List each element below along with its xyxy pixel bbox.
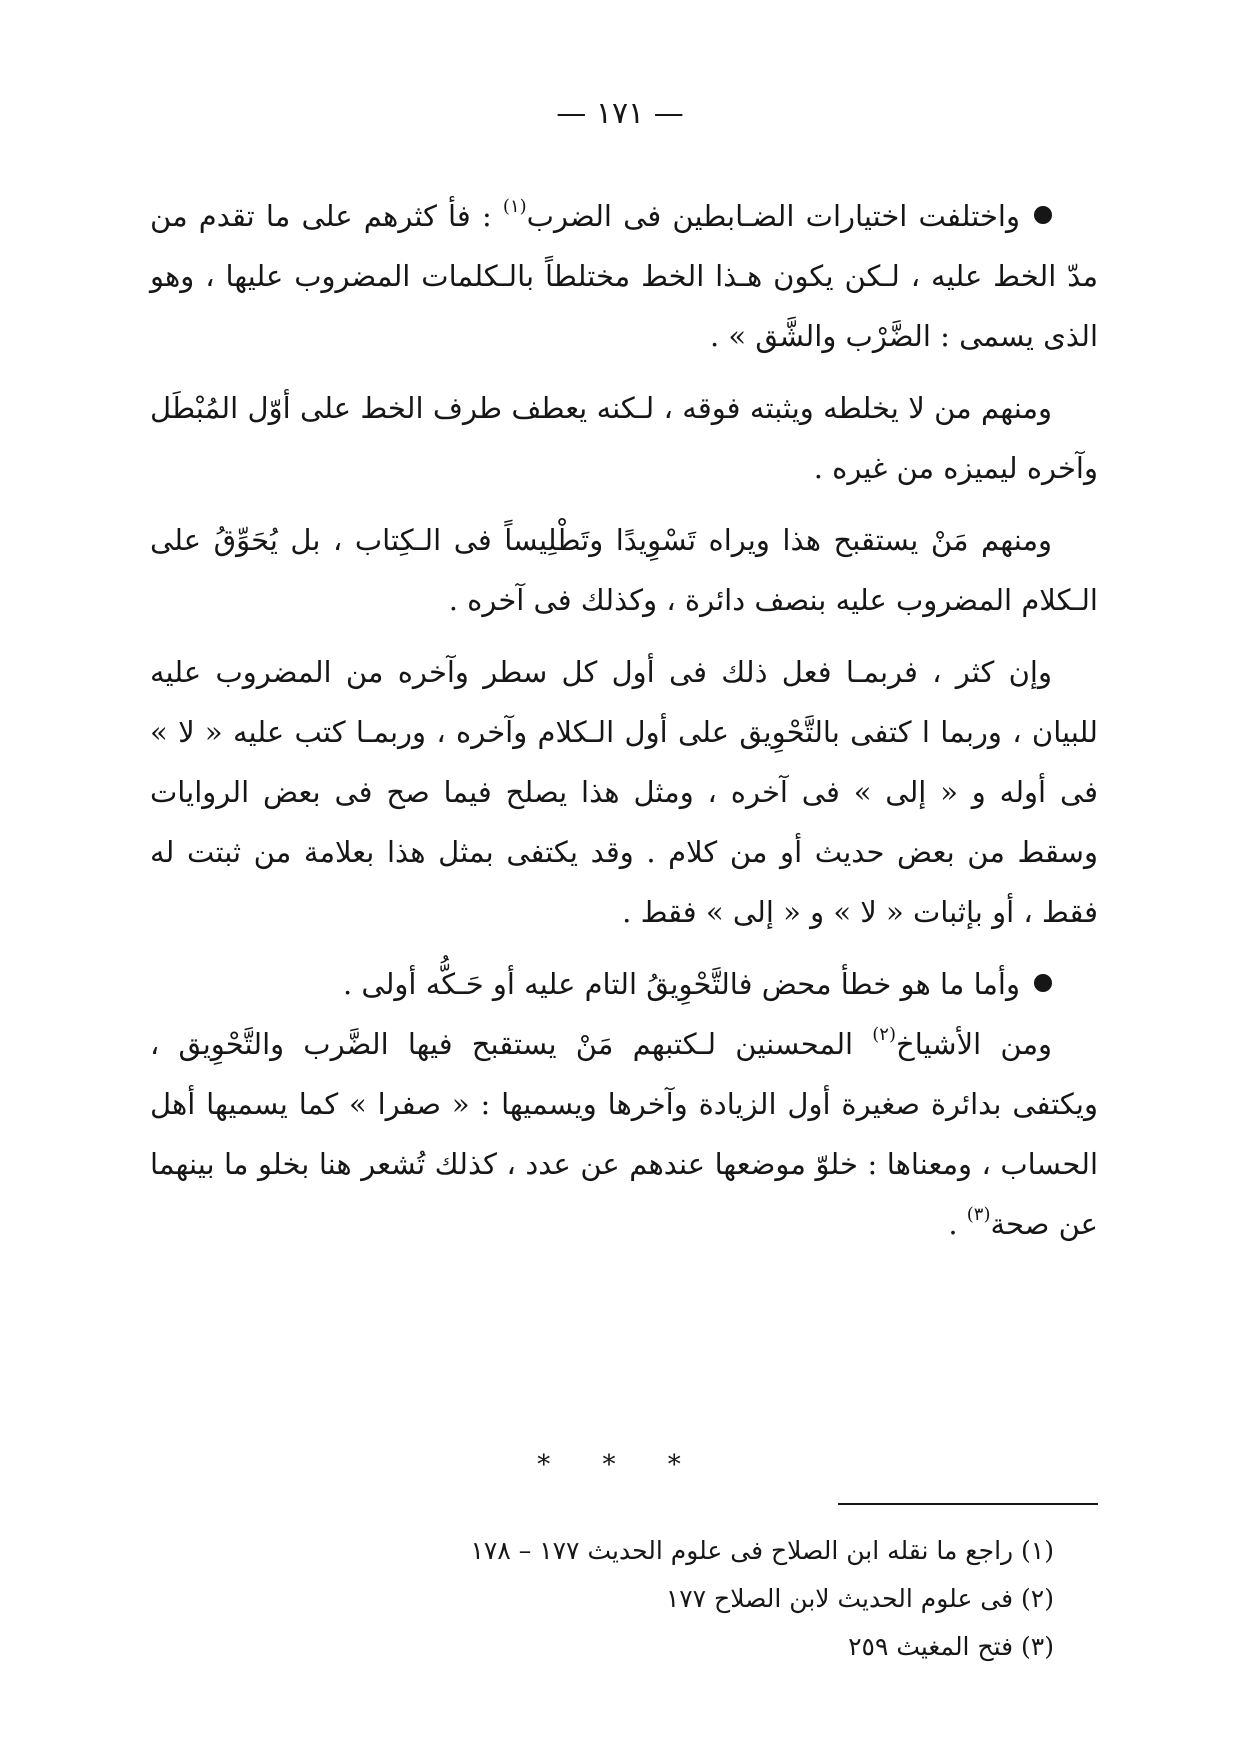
paragraph-text: ومن الأشياخ — [896, 1027, 1052, 1061]
page-number: — ١٧١ — — [556, 96, 684, 131]
section-separator: * * * — [537, 1450, 703, 1480]
footnote-3: (٣) فتح المغيث ٢٥٩ — [848, 1632, 1054, 1661]
footnote-marker: (٣) — [966, 1204, 991, 1225]
paragraph-long-deletion — [150, 642, 1098, 942]
main-text — [150, 186, 1098, 1266]
paragraph-text: ومنهم من لا يخلطه ويثبته فوقه ، لـكنه يعطف طرف الخط على أوّل المُبْطَل وآخره ليميزه من غيره . — [150, 391, 1098, 485]
footnote-2: (٢) فى علوم الحديث لابن الصلاح ١٧٧ — [665, 1584, 1054, 1613]
paragraph-text: وأما ما هو خطأ محض فالتَّحْوِيقُ التام عليه أو حَـكُّه أولى . — [342, 967, 1020, 1001]
paragraph-zero-circle — [150, 1014, 1098, 1254]
footnote-marker: (١) — [502, 196, 527, 217]
bullet-icon — [1034, 974, 1052, 992]
paragraph-bending-line — [150, 378, 1098, 498]
paragraph-text: واختلفت اختيارات الضـابطين فى الضرب — [526, 199, 1020, 233]
bullet-icon — [1034, 206, 1052, 224]
footnotes — [354, 1527, 1054, 1671]
paragraph-text: وإن كثر ، فربمـا فعل ذلك فى أول كل سطر وآخره من المضروب عليه للبيان ، وربما ا كتفى بالتَّحْوِيق على أول الـكلام وآخره ، وربمـا كتب عليه « لا » فى أوله و « إلى » فى آخره ، ومثل هذا يصلح فيما صح فى بعض الروايات وسقط من بعض حديث أو من كلام . وقد يكتفى بمثل هذا بعلامة من ثبتت له فقط ، أو بإثبات « لا » و « إلى » فقط . — [150, 655, 1098, 929]
paragraph-text: ومنهم مَنْ يستقبح هذا ويراه تَسْوِيدًا وتَطْلِيساً فى الـكِتاب ، بل يُحَوِّقُ على الـكلام المضروب عليه بنصف دائرة ، وكذلك فى آخره . — [150, 523, 1098, 617]
paragraph-text-continued: : فأ كثرهم على ما تقدم من مدّ الخط عليه ، لـكن يكون هـذا الخط مختلطاً بالـكلمات المضروب عليها ، وهو الذى يسمى : الضَّرْب والشَّق » . — [150, 199, 1098, 353]
footnote-1: (١) راجع ما نقله ابن الصلاح فى علوم الحديث ١٧٧ – ١٧٨ — [470, 1536, 1054, 1565]
paragraph-half-circle — [150, 510, 1098, 630]
paragraph-disagreement — [150, 186, 1098, 366]
footnote-divider — [838, 1503, 1098, 1505]
paragraph-text-end: . — [948, 1207, 967, 1241]
paragraph-pure-error — [150, 954, 1098, 1014]
footnote-marker: (٢) — [872, 1024, 896, 1045]
paragraph-text-continued: المحسنين لـكتبهم مَنْ يستقبح فيها الضَّرب والتَّحْوِيق ، ويكتفى بدائرة صغيرة أول الزيادة وآخرها ويسميها : « صفرا » كما يسميها أهل الحساب ، ومعناها : خلوّ موضعها عندهم عن عدد ، كذلك تُشعر هنا بخلو ما بينهما عن صحة — [150, 1027, 1098, 1241]
